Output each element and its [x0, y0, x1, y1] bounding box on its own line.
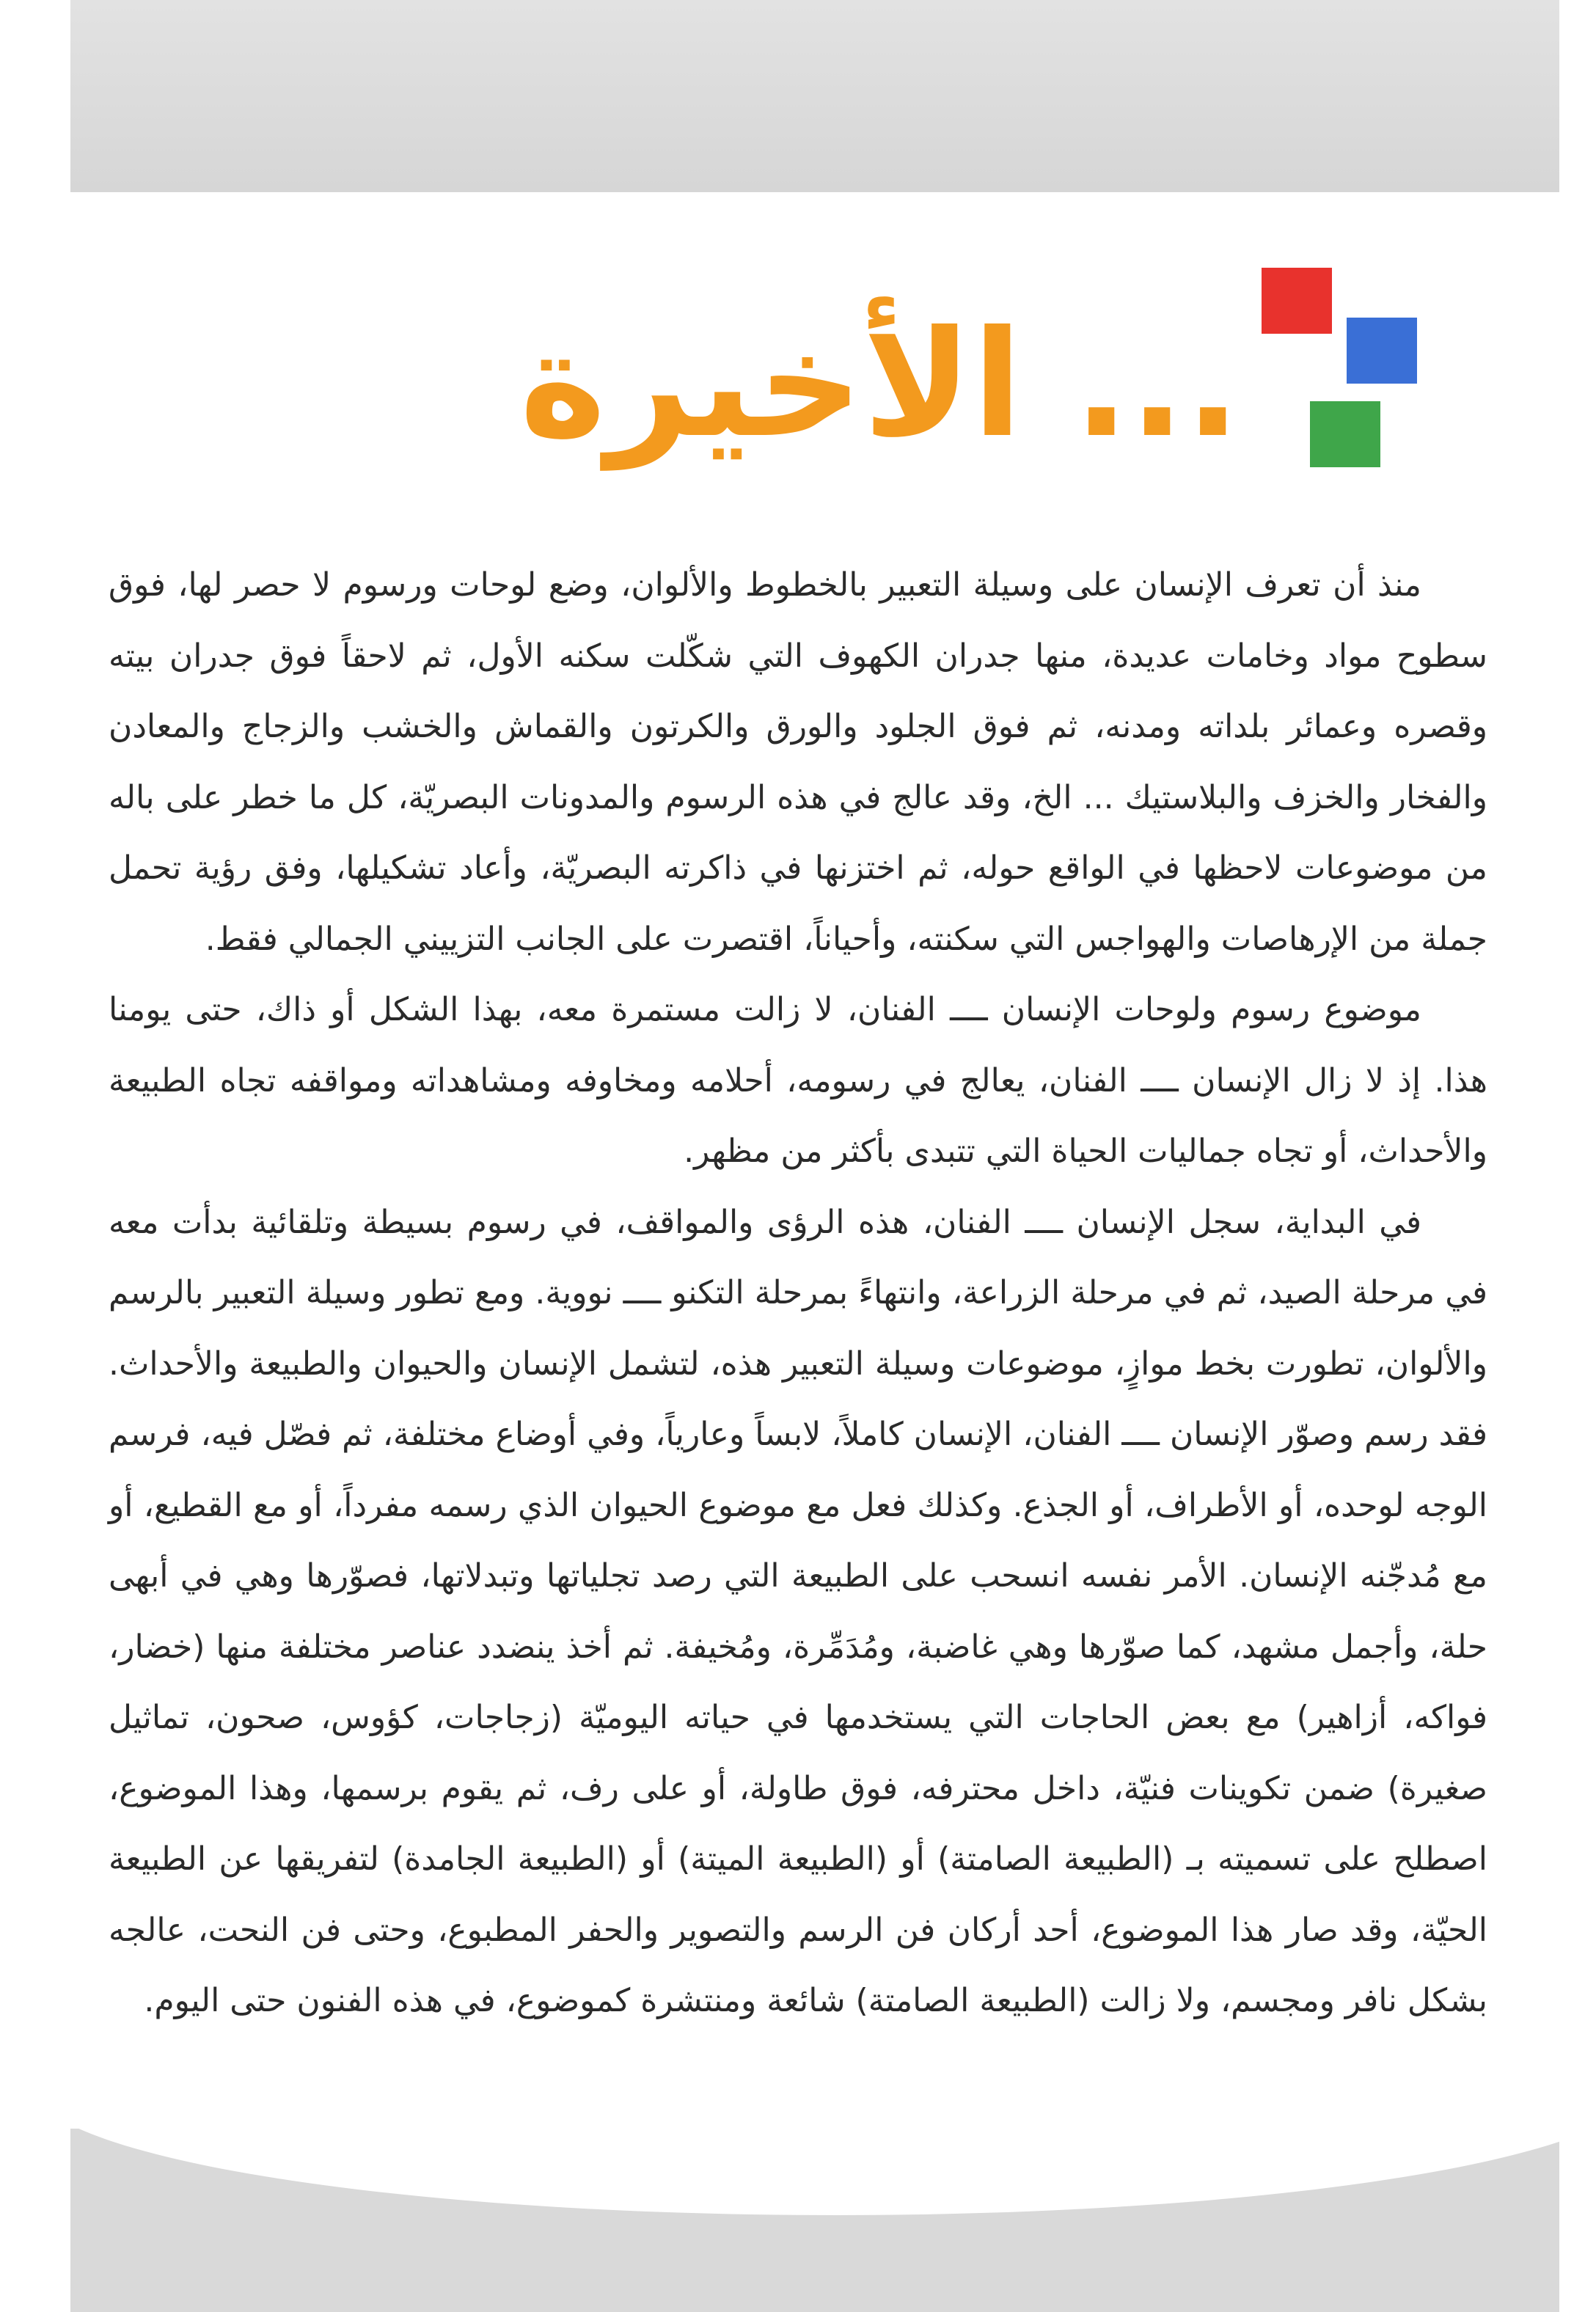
- decorative-squares: [1262, 268, 1423, 473]
- green-square: [1310, 401, 1380, 467]
- page-title: ... الأخيرة: [519, 299, 1241, 470]
- paragraph-3: في البداية، سجل الإنسان ــــ الفنان، هذه الرؤى والمواقف، في رسوم بسيطة وتلقائية بدأت معه في مرحلة الصيد، ثم في مرحلة الزراعة، وانتهاءً بمرحلة التكنو ــــ نووية. ومع تطور وسيلة التعبير بالرسم والألوان، تطورت بخط موازٍ، موضوعات وسيلة التعبير هذه، لتشمل الإنسان والحيوان والطبيعة والأحداث. فقد رسم وصوّر الإنسان ــــ الفنان، الإنسان كاملاً، لابساً وعارياً، وفي أوضاع مختلفة، ثم فصّل فيه، فرسم الوجه لوحده، أو الأطراف، أو الجذع. وكذلك فعل مع موضوع الحيوان الذي رسمه مفرداً، أو مع القطيع، أو مع مُدجّنه الإنسان. الأمر نفسه انسحب على الطبيعة التي رصد تجلياتها وتبدلاتها، فصوّرها وهي في أبهى حلة، وأجمل مشهد، كما صوّرها وهي غاضبة، ومُدَمِّرة، ومُخيفة. ثم أخذ ينضدد عناصر مختلفة منها (خضار، فواكه، أزاهير) مع بعض الحاجات التي يستخدمها في حياته اليوميّة (زجاجات، كؤوس، صحون، تماثيل صغيرة) ضمن تكوينات فنيّة، داخل محترفه، فوق طاولة، أو على رف، ثم يقوم برسمها، وهذا الموضوع، اصطلح على تسميته بـ (الطبيعة الصامتة) أو (الطبيعة الميتة) أو (الطبيعة الجامدة) لتفريقها عن الطبيعة الحيّة، وقد صار هذا الموضوع، أحد أركان فن الرسم والتصوير والحفر المطبوع، وحتى فن النحت، عالجه بشكل نافر ومجسم، ولا زالت (الطبيعة الصامتة) شائعة ومنتشرة كموضوع، في هذه الفنون حتى اليوم.: [109, 1203, 1487, 2019]
- red-square: [1262, 268, 1332, 334]
- top-gray-band: [70, 0, 1559, 192]
- article-body: [109, 550, 1487, 2037]
- blue-square: [1347, 318, 1417, 384]
- paragraph-2: موضوع رسوم ولوحات الإنسان ــــ الفنان، لا زالت مستمرة معه، بهذا الشكل أو ذاك، حتى يومنا هذا. إذ لا زال الإنسان ــــ الفنان، يعالج في رسومه، أحلامه ومخاوفه ومشاهداته ومواقفه تجاه الطبيعة والأحداث، أو تجاه جماليات الحياة التي تتبدى بأكثر من مظهر.: [109, 991, 1487, 1170]
- paragraph-1: منذ أن تعرف الإنسان على وسيلة التعبير بالخطوط والألوان، وضع لوحات ورسوم لا حصر لها، فوق سطوح مواد وخامات عديدة، منها جدران الكهوف التي شكّلت سكنه الأول، ثم لاحقاً فوق جدران بيته وقصره وعمائر بلداته ومدنه، ثم فوق الجلود والورق والكرتون والقماش والخشب والزجاج والمعادن والفخار والخزف والبلاستيك ... الخ، وقد عالج في هذه الرسوم والمدونات البصريّة، كل ما خطر على باله من موضوعات لاحظها في الواقع حوله، ثم اختزنها في ذاكرته البصريّة، وأعاد تشكيلها، وفق رؤية تحمل جملة من الإرهاصات والهواجس التي سكنته، وأحياناً، اقتصرت على الجانب التزييني الجمالي فقط.: [109, 566, 1487, 958]
